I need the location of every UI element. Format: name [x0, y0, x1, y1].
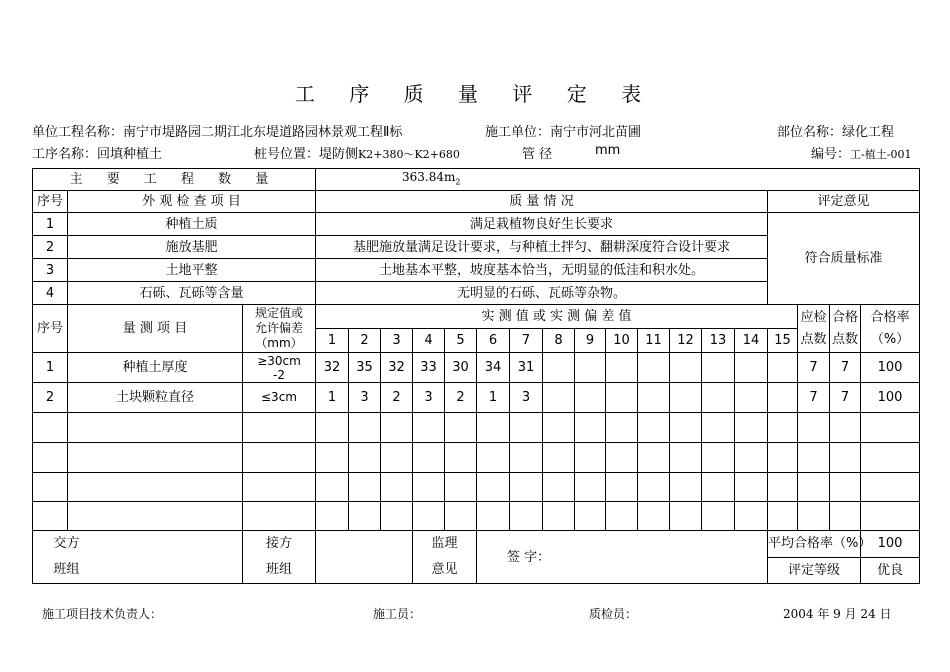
value-cell: 1 — [316, 383, 349, 413]
appearance-quality: 无明显的石砾、瓦砾等杂物。 — [316, 282, 768, 305]
process-name: 工序名称：回填种植土 — [32, 147, 163, 162]
grade-label: 评定等级 — [768, 557, 861, 584]
appearance-item: 石砾、瓦砾等含量 — [68, 282, 316, 305]
value-cell — [670, 353, 702, 383]
appearance-col-quality: 质 量 情 况 — [316, 191, 768, 213]
value-cell — [638, 353, 670, 383]
measure-header-row — [33, 305, 920, 329]
measure-spec — [243, 353, 316, 383]
value-cell: 32 — [316, 353, 349, 383]
number-label: 编号： — [811, 147, 851, 162]
value-cell — [702, 383, 735, 413]
spec-value: ≤3cm — [261, 390, 297, 404]
measure-col-no: 序号 — [33, 305, 68, 353]
receiver-line: 班组 — [265, 562, 292, 577]
value-cell: 35 — [349, 353, 381, 383]
appearance-no: 3 — [33, 259, 68, 282]
value-cell — [768, 383, 798, 413]
measure-col-spec — [243, 305, 316, 353]
measure-col-rate — [861, 305, 920, 353]
handover-team — [33, 531, 243, 584]
appearance-col-opinion: 评定意见 — [768, 191, 920, 213]
value-cell: 2 — [445, 383, 477, 413]
index-cell: 4 — [413, 329, 445, 353]
empty-row — [33, 413, 920, 443]
index-cell: 9 — [575, 329, 606, 353]
receiver-sign-space — [316, 531, 413, 584]
station-position — [254, 143, 460, 162]
value-cell — [735, 353, 768, 383]
index-cell: 2 — [349, 329, 381, 353]
form-title: 工 序 质 量 评 定 表 — [294, 82, 656, 106]
quantity-label: 主 要 工 程 数 量 — [33, 169, 316, 191]
tech-lead: 施工项目技术负责人： — [42, 607, 163, 621]
value-cell: 3 — [349, 383, 381, 413]
signature: 签 字： — [477, 531, 768, 584]
contractor: 施工单位：南宁市河北苗圃 — [485, 125, 642, 140]
should-count: 7 — [798, 353, 830, 383]
spec-value: ≥30cm — [257, 353, 301, 368]
should-count: 7 — [798, 383, 830, 413]
receiver-line: 接方 — [265, 536, 292, 551]
appearance-no: 4 — [33, 282, 68, 305]
form-number — [811, 143, 911, 162]
empty-row — [33, 443, 920, 473]
value-cell: 30 — [445, 353, 477, 383]
value-cell — [543, 383, 575, 413]
value-cell — [702, 353, 735, 383]
measure-col-values: 实 测 值 或 实 测 偏 差 值 — [316, 305, 798, 329]
quantity-row — [33, 169, 920, 191]
value-cell: 2 — [381, 383, 413, 413]
value-cell: 31 — [510, 353, 543, 383]
appearance-quality: 土地基本平整，坡度基本恰当，无明显的低洼和积水处。 — [316, 259, 768, 282]
measure-no: 1 — [33, 353, 68, 383]
spec-line: 规定值或 — [254, 306, 303, 320]
empty-row — [33, 473, 920, 502]
measure-col-pass — [830, 305, 861, 353]
appearance-item: 施放基肥 — [68, 236, 316, 259]
appearance-no: 1 — [33, 213, 68, 236]
index-cell: 1 — [316, 329, 349, 353]
unit-project: 单位工程名称：南宁市堤路园二期江北东堤道路园林景观工程Ⅱ标 — [32, 125, 403, 140]
measure-row — [33, 383, 920, 413]
value-cell: 3 — [413, 383, 445, 413]
pass-rate: 100 — [861, 383, 920, 413]
appearance-header-row — [33, 191, 920, 213]
measure-row — [33, 353, 920, 383]
value-cell: 3 — [510, 383, 543, 413]
receiver-team — [243, 531, 316, 584]
supervisor-line: 监理 — [431, 536, 458, 551]
spec-line: （mm） — [255, 336, 303, 350]
quantity-value-cell — [316, 169, 920, 191]
index-cell: 12 — [670, 329, 702, 353]
rate-line: （%） — [870, 331, 910, 347]
index-cell: 3 — [381, 329, 413, 353]
value-cell: 33 — [413, 353, 445, 383]
measure-item: 土块颗粒直径 — [68, 383, 243, 413]
quantity-unit-exponent: 2 — [455, 177, 461, 187]
pass-count: 7 — [830, 353, 861, 383]
pass-rate: 100 — [861, 353, 920, 383]
index-cell: 6 — [477, 329, 510, 353]
report-date: 2004 年 9 月 24 日 — [783, 607, 892, 621]
rate-line: 合格率 — [870, 309, 910, 325]
value-cell: 34 — [477, 353, 510, 383]
measure-col-should — [798, 305, 830, 353]
supervisor-opinion-label — [413, 531, 477, 584]
appearance-item: 土地平整 — [68, 259, 316, 282]
index-cell: 14 — [735, 329, 768, 353]
index-cell: 13 — [702, 329, 735, 353]
value-cell — [543, 353, 575, 383]
inspector: 质检员： — [589, 607, 638, 621]
avg-rate-label: 平均合格率（%） — [768, 531, 861, 558]
index-cell: 5 — [445, 329, 477, 353]
pass-line: 点数 — [831, 331, 858, 347]
avg-rate-value: 100 — [861, 531, 920, 558]
appearance-no: 2 — [33, 236, 68, 259]
should-line: 应检 — [800, 309, 827, 325]
index-cell: 11 — [638, 329, 670, 353]
value-cell — [575, 353, 606, 383]
appearance-row — [33, 213, 920, 236]
measure-no: 2 — [33, 383, 68, 413]
appearance-col-no: 序号 — [33, 191, 68, 213]
empty-row — [33, 502, 920, 531]
station-value: K2+380～K2+680 — [358, 148, 460, 161]
worker: 施工员： — [373, 607, 422, 621]
number-value: 工-植土-001 — [850, 148, 912, 161]
value-cell — [606, 353, 638, 383]
value-cell — [735, 383, 768, 413]
spec-tolerance: -2 — [273, 367, 285, 382]
part-name: 部位名称：绿化工程 — [777, 125, 895, 140]
index-cell: 10 — [606, 329, 638, 353]
should-line: 点数 — [800, 331, 827, 347]
pipe-label: 管 径 — [522, 147, 553, 162]
appearance-quality: 基肥施放量满足设计要求，与种植土拌匀、翻耕深度符合设计要求 — [316, 236, 768, 259]
appearance-item: 种植土质 — [68, 213, 316, 236]
signoff-row — [33, 531, 920, 558]
handover-line: 班组 — [53, 562, 80, 577]
value-cell: 1 — [477, 383, 510, 413]
value-cell — [670, 383, 702, 413]
station-label: 桩号位置：堤防侧 — [254, 147, 359, 162]
pass-line: 合格 — [831, 309, 858, 325]
appearance-col-item: 外 观 检 查 项 目 — [68, 191, 316, 213]
grade-value: 优良 — [861, 557, 920, 584]
supervisor-line: 意见 — [431, 562, 458, 577]
value-cell: 32 — [381, 353, 413, 383]
quality-table — [32, 168, 920, 584]
spec-line: 允许偏差 — [254, 321, 303, 335]
value-cell — [575, 383, 606, 413]
pipe-unit: mm — [595, 143, 621, 158]
measure-item: 种植土厚度 — [68, 353, 243, 383]
pass-count: 7 — [830, 383, 861, 413]
appearance-quality: 满足栽植物良好生长要求 — [316, 213, 768, 236]
index-cell: 8 — [543, 329, 575, 353]
appearance-opinion: 符合质量标准 — [768, 213, 920, 305]
index-cell: 15 — [768, 329, 798, 353]
measure-col-item: 量 测 项 目 — [68, 305, 243, 353]
value-cell — [606, 383, 638, 413]
value-cell — [768, 353, 798, 383]
value-cell — [638, 383, 670, 413]
handover-line: 交方 — [53, 536, 80, 551]
measure-spec — [243, 383, 316, 413]
index-cell: 7 — [510, 329, 543, 353]
quantity-value: 363.84m — [402, 169, 456, 184]
